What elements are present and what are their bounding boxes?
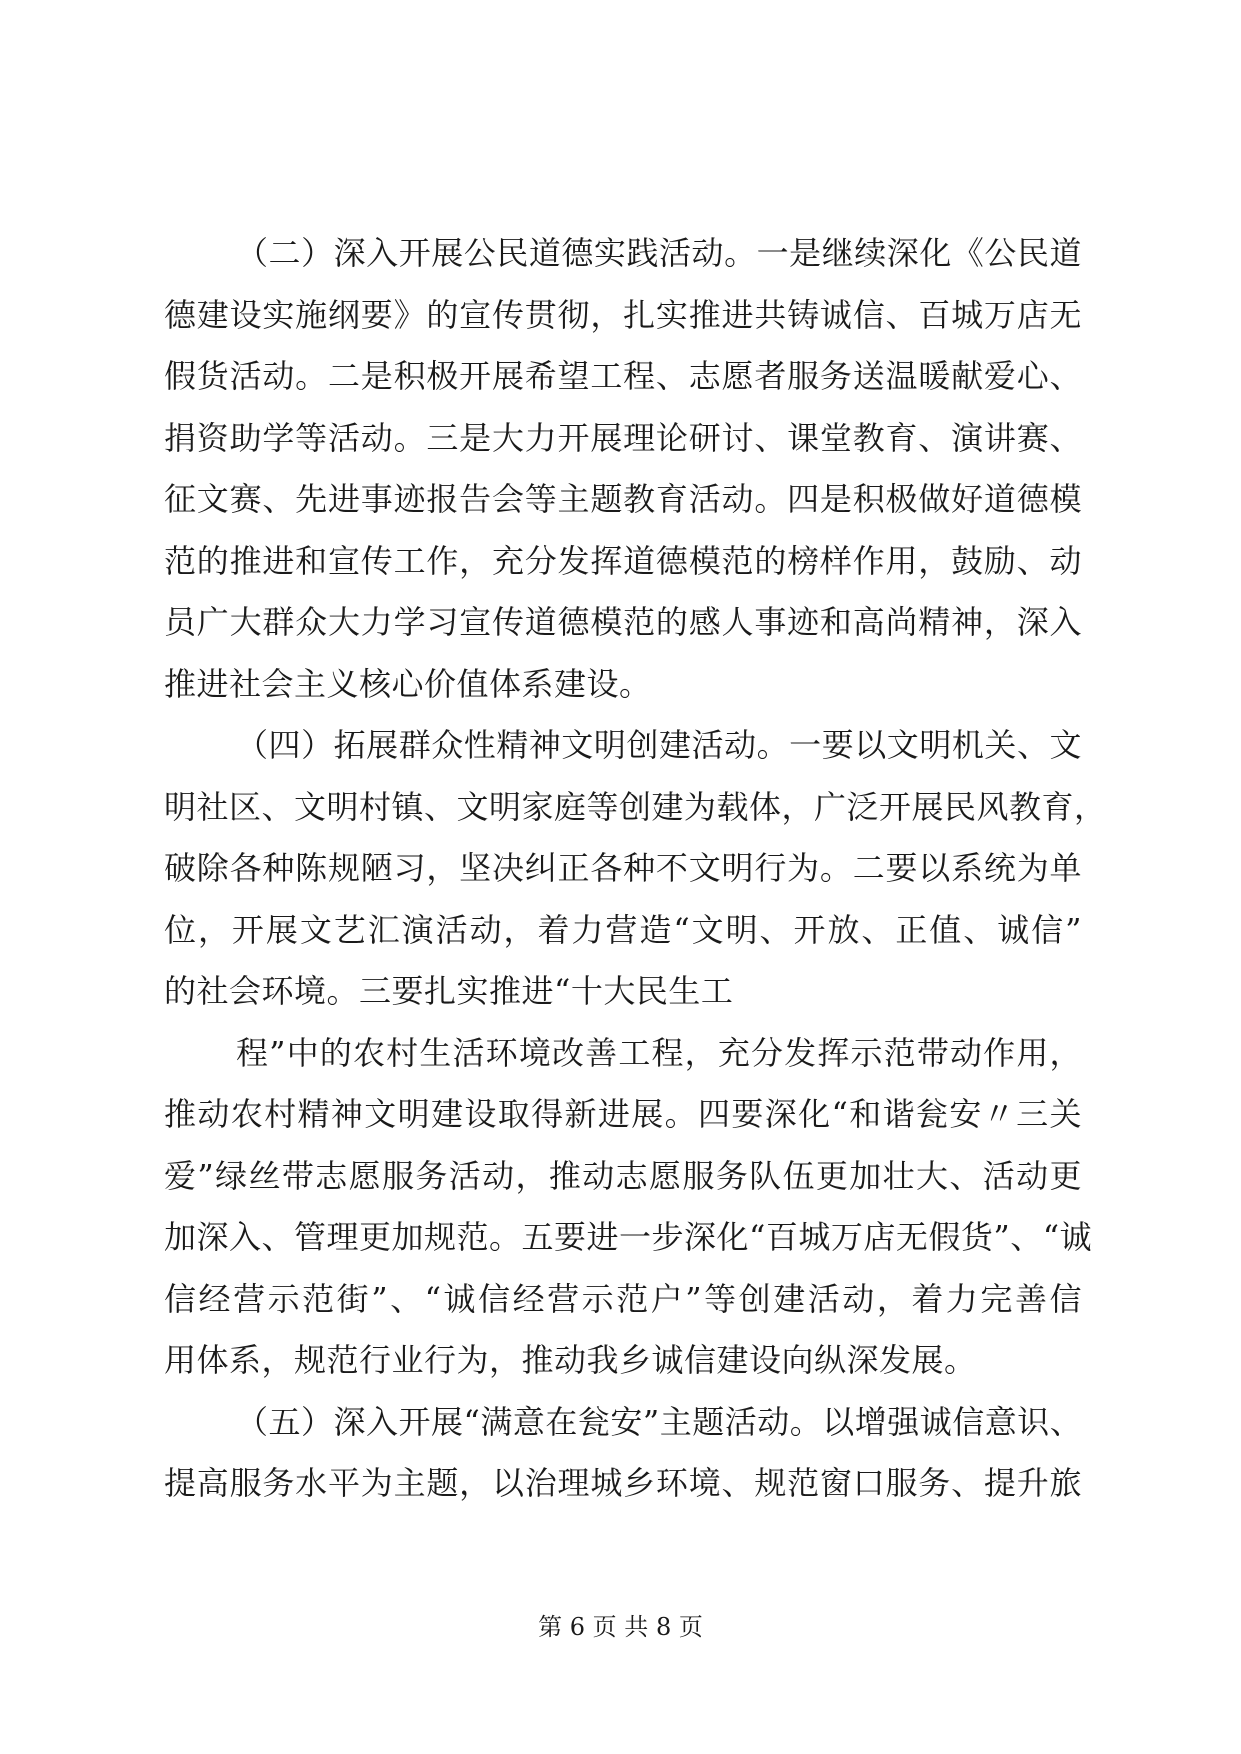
- document-body: [164, 223, 1107, 1515]
- text-line: 员广大群众大力学习宣传道德模范的感人事迹和高尚精神，深入: [164, 603, 1082, 641]
- text-line: 爱”绿丝带志愿服务活动，推动志愿服务队伍更加壮大、活动更: [164, 1156, 1082, 1195]
- text-line: 捐资助学等活动。三是大力开展理论研讨、课堂教育、演讲赛、: [164, 418, 1082, 457]
- text-line: （四）拓展群众性精神文明创建活动。一要以文明机关、文: [236, 726, 1082, 764]
- text-line: 德建设实施纲要》的宣传贯彻，扎实推进共铸诚信、百城万店无: [164, 295, 1082, 334]
- text-line: 明社区、文明村镇、文明家庭等创建为载体，广泛开展民风教育，: [164, 787, 1107, 826]
- paragraph-4-continued: [164, 1023, 1093, 1392]
- text-line: 推进社会主义核心价值体系建设。: [164, 664, 652, 703]
- text-line: （五）深入开展“满意在瓮安”主题活动。以增强诚信意识、: [236, 1402, 1083, 1441]
- paragraph-5: [164, 1392, 1082, 1515]
- text-line: 破除各种陈规陋习，坚决纠正各种不文明行为。二要以系统为单: [164, 849, 1082, 887]
- text-line: （二）深入开展公民道德实践活动。一是继续深化《公民道: [236, 234, 1082, 272]
- text-line: 位，开展文艺汇演活动，着力营造“文明、开放、正值、诚信”: [164, 910, 1082, 949]
- paragraph-4: [164, 715, 1107, 1023]
- text-line: 信经营示范街”、“诚信经营示范户”等创建活动，着力完善信: [164, 1279, 1082, 1318]
- page-footer: 第 6 页 共 8 页: [538, 1613, 703, 1641]
- text-line: 加深入、管理更加规范。五要进一步深化“百城万店无假货”、“诚: [164, 1218, 1093, 1256]
- text-line: 范的推进和宣传工作，充分发挥道德模范的榜样作用，鼓励、动: [164, 541, 1082, 580]
- text-line: 的社会环境。三要扎实推进“十大民生工: [164, 972, 734, 1010]
- text-line: 假货活动。二是积极开展希望工程、志愿者服务送温暖献爱心、: [164, 357, 1082, 395]
- text-line: 程”中的农村生活环境改善工程，充分发挥示范带动作用，: [236, 1033, 1082, 1072]
- text-line: 用体系，规范行业行为，推动我乡诚信建设向纵深发展。: [164, 1341, 977, 1379]
- text-line: 推动农村精神文明建设取得新进展。四要深化“和谐瓮安〃三关: [164, 1095, 1082, 1133]
- text-line: 征文赛、先进事迹报告会等主题教育活动。四是积极做好道德模: [164, 480, 1082, 518]
- text-line: 提高服务水平为主题，以治理城乡环境、规范窗口服务、提升旅: [164, 1464, 1082, 1502]
- paragraph-2: [164, 223, 1082, 715]
